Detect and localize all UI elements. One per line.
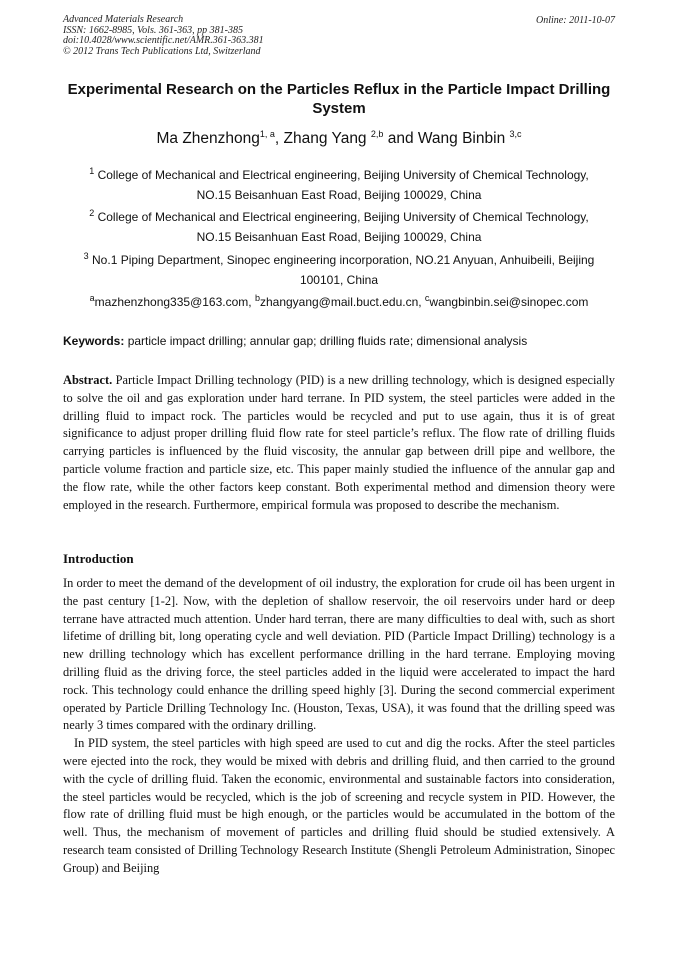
email-list: [63, 292, 615, 312]
author-name: Ma Zhenzhong: [156, 130, 260, 147]
abstract: [63, 372, 615, 514]
author-separator: ,: [274, 130, 284, 147]
online-date: Online: 2011-10-07: [536, 15, 615, 26]
author-sup: 1, a: [259, 128, 275, 139]
paper-title: Experimental Research on the Particles Reflux in the Particle Impact Drilling System: [67, 81, 611, 117]
author-list: [63, 130, 615, 148]
email-link[interactable]: mazhenzhong335@163.com: [94, 295, 249, 309]
affiliation-2: [63, 207, 615, 247]
email-sup: a: [89, 293, 95, 303]
abstract-text: Particle Impact Drilling technology (PID) is a new drilling technology, which is designed especially to solve the oil and gas exploration under hard terrane. In PID system, the steel particles were added in the drilling fluid to impact rock. The particles would be recycled and put to use again, thus it is of great significance to adjust proper drilling fluid flow rate for steel particle’s reflux. The flow rate of drilling fluids carrying particles is influenced by the fluid viscosity, the annular gap between drill pipe and wellbore, the particle volume fraction and particle size, etc. This paper mainly studied the influence of the annular gap and the flow rate, while the other factors keep constant. Both experimental method and dimension theory were employed in the research. Furthermore, empirical formula was proposed to describe the mechanism.: [63, 373, 615, 512]
doi-line[interactable]: doi:10.4028/www.scientific.net/AMR.361-363.381: [63, 35, 264, 46]
author-name: Zhang Yang: [283, 130, 367, 147]
affiliation-line: 100101, China: [299, 273, 379, 287]
email-separator: ,: [418, 295, 425, 309]
keywords: [63, 334, 623, 348]
affiliation-number: 2: [89, 208, 95, 218]
affiliation-line: College of Mechanical and Electrical engineering, Beijing University of Chemical Technology,: [97, 210, 589, 224]
affiliation-line: NO.15 Beisanhuan East Road, Beijing 100029, China: [196, 188, 482, 202]
author-separator: and: [383, 130, 418, 147]
journal-header: [63, 15, 264, 57]
affiliation-1: [63, 165, 615, 205]
affiliation-line: College of Mechanical and Electrical engineering, Beijing University of Chemical Technology,: [97, 168, 589, 182]
keywords-text: particle impact drilling; annular gap; drilling fluids rate; dimensional analysis: [124, 334, 528, 348]
email-link[interactable]: zhangyang@mail.buct.edu.cn: [259, 295, 419, 309]
affiliation-line: No.1 Piping Department, Sinopec engineering incorporation, NO.21 Anyuan, Anhuibeili, Beijing: [92, 253, 595, 267]
affiliation-number: 1: [89, 166, 95, 176]
copyright-line: © 2012 Trans Tech Publications Ltd, Switzerland: [63, 45, 261, 57]
section-heading-introduction: Introduction: [63, 551, 134, 566]
email-sup: c: [424, 293, 430, 303]
issn-line: ISSN: 1662-8985, Vols. 361-363, pp 381-385: [63, 24, 243, 36]
introduction-body: [63, 575, 615, 878]
affiliation-3: [63, 250, 615, 290]
introduction-paragraph: In order to meet the demand of the development of oil industry, the exploration for crude oil has been urgent in the past century [1-2]. Now, with the depletion of shallow reservoir, the oil reservoirs under hard or deep terrane have attracted much attention. Under hard terran, there are many difficulties to deal with, such as short lifetime of drilling bit, long operating cycle and well deviation. PID (Particle Impact Drilling) technology is a new drilling technology which has excellent performance drilling in the hard terrane. Employing moving drilling fluid as the driving force, the steel particles added in the liquid were accelerated to impact the hard rock. This technology could enhance the drilling speed highly [3]. During the second commercial experiment operated by Particle Drilling Technology Inc. (Houston, Texas, USA), it was found that the drilling speed was nearly 3 times compared with the ordinary drilling.: [63, 576, 615, 733]
affiliation-number: 3: [83, 251, 89, 261]
abstract-label: Abstract.: [63, 373, 113, 387]
email-separator: ,: [248, 295, 255, 309]
affiliation-line: NO.15 Beisanhuan East Road, Beijing 100029, China: [196, 230, 482, 244]
email-link[interactable]: wangbinbin.sei@sinopec.com: [429, 295, 589, 309]
email-sup: b: [254, 293, 260, 303]
author-sup: 3,c: [509, 128, 522, 139]
introduction-paragraph: In PID system, the steel particles with high speed are used to cut and dig the rocks. After the steel particles were ejected into the rock, they would be mixed with debris and drilling fluid, and then carried to the ground with the cycle of drilling fluid. Taken the economic, environmental and sustainable factors into consideration, the steel particles would be recycled, which is the job of screening and recycle system in PID. However, the flow rate of drilling fluid must be high enough, or the particles would be accumulated in the bottom of the well. Thus, the mechanism of movement of particles and drilling fluid should be studied extensively. A research team consisted of Drilling Technology Research Institute (Shengli Petroleum Administration, Sinopec Group) and Beijing: [63, 736, 615, 875]
author-name: Wang Binbin: [417, 130, 506, 147]
author-sup: 2,b: [370, 128, 384, 139]
journal-name: Advanced Materials Research: [63, 14, 184, 25]
keywords-label: Keywords:: [63, 334, 125, 348]
